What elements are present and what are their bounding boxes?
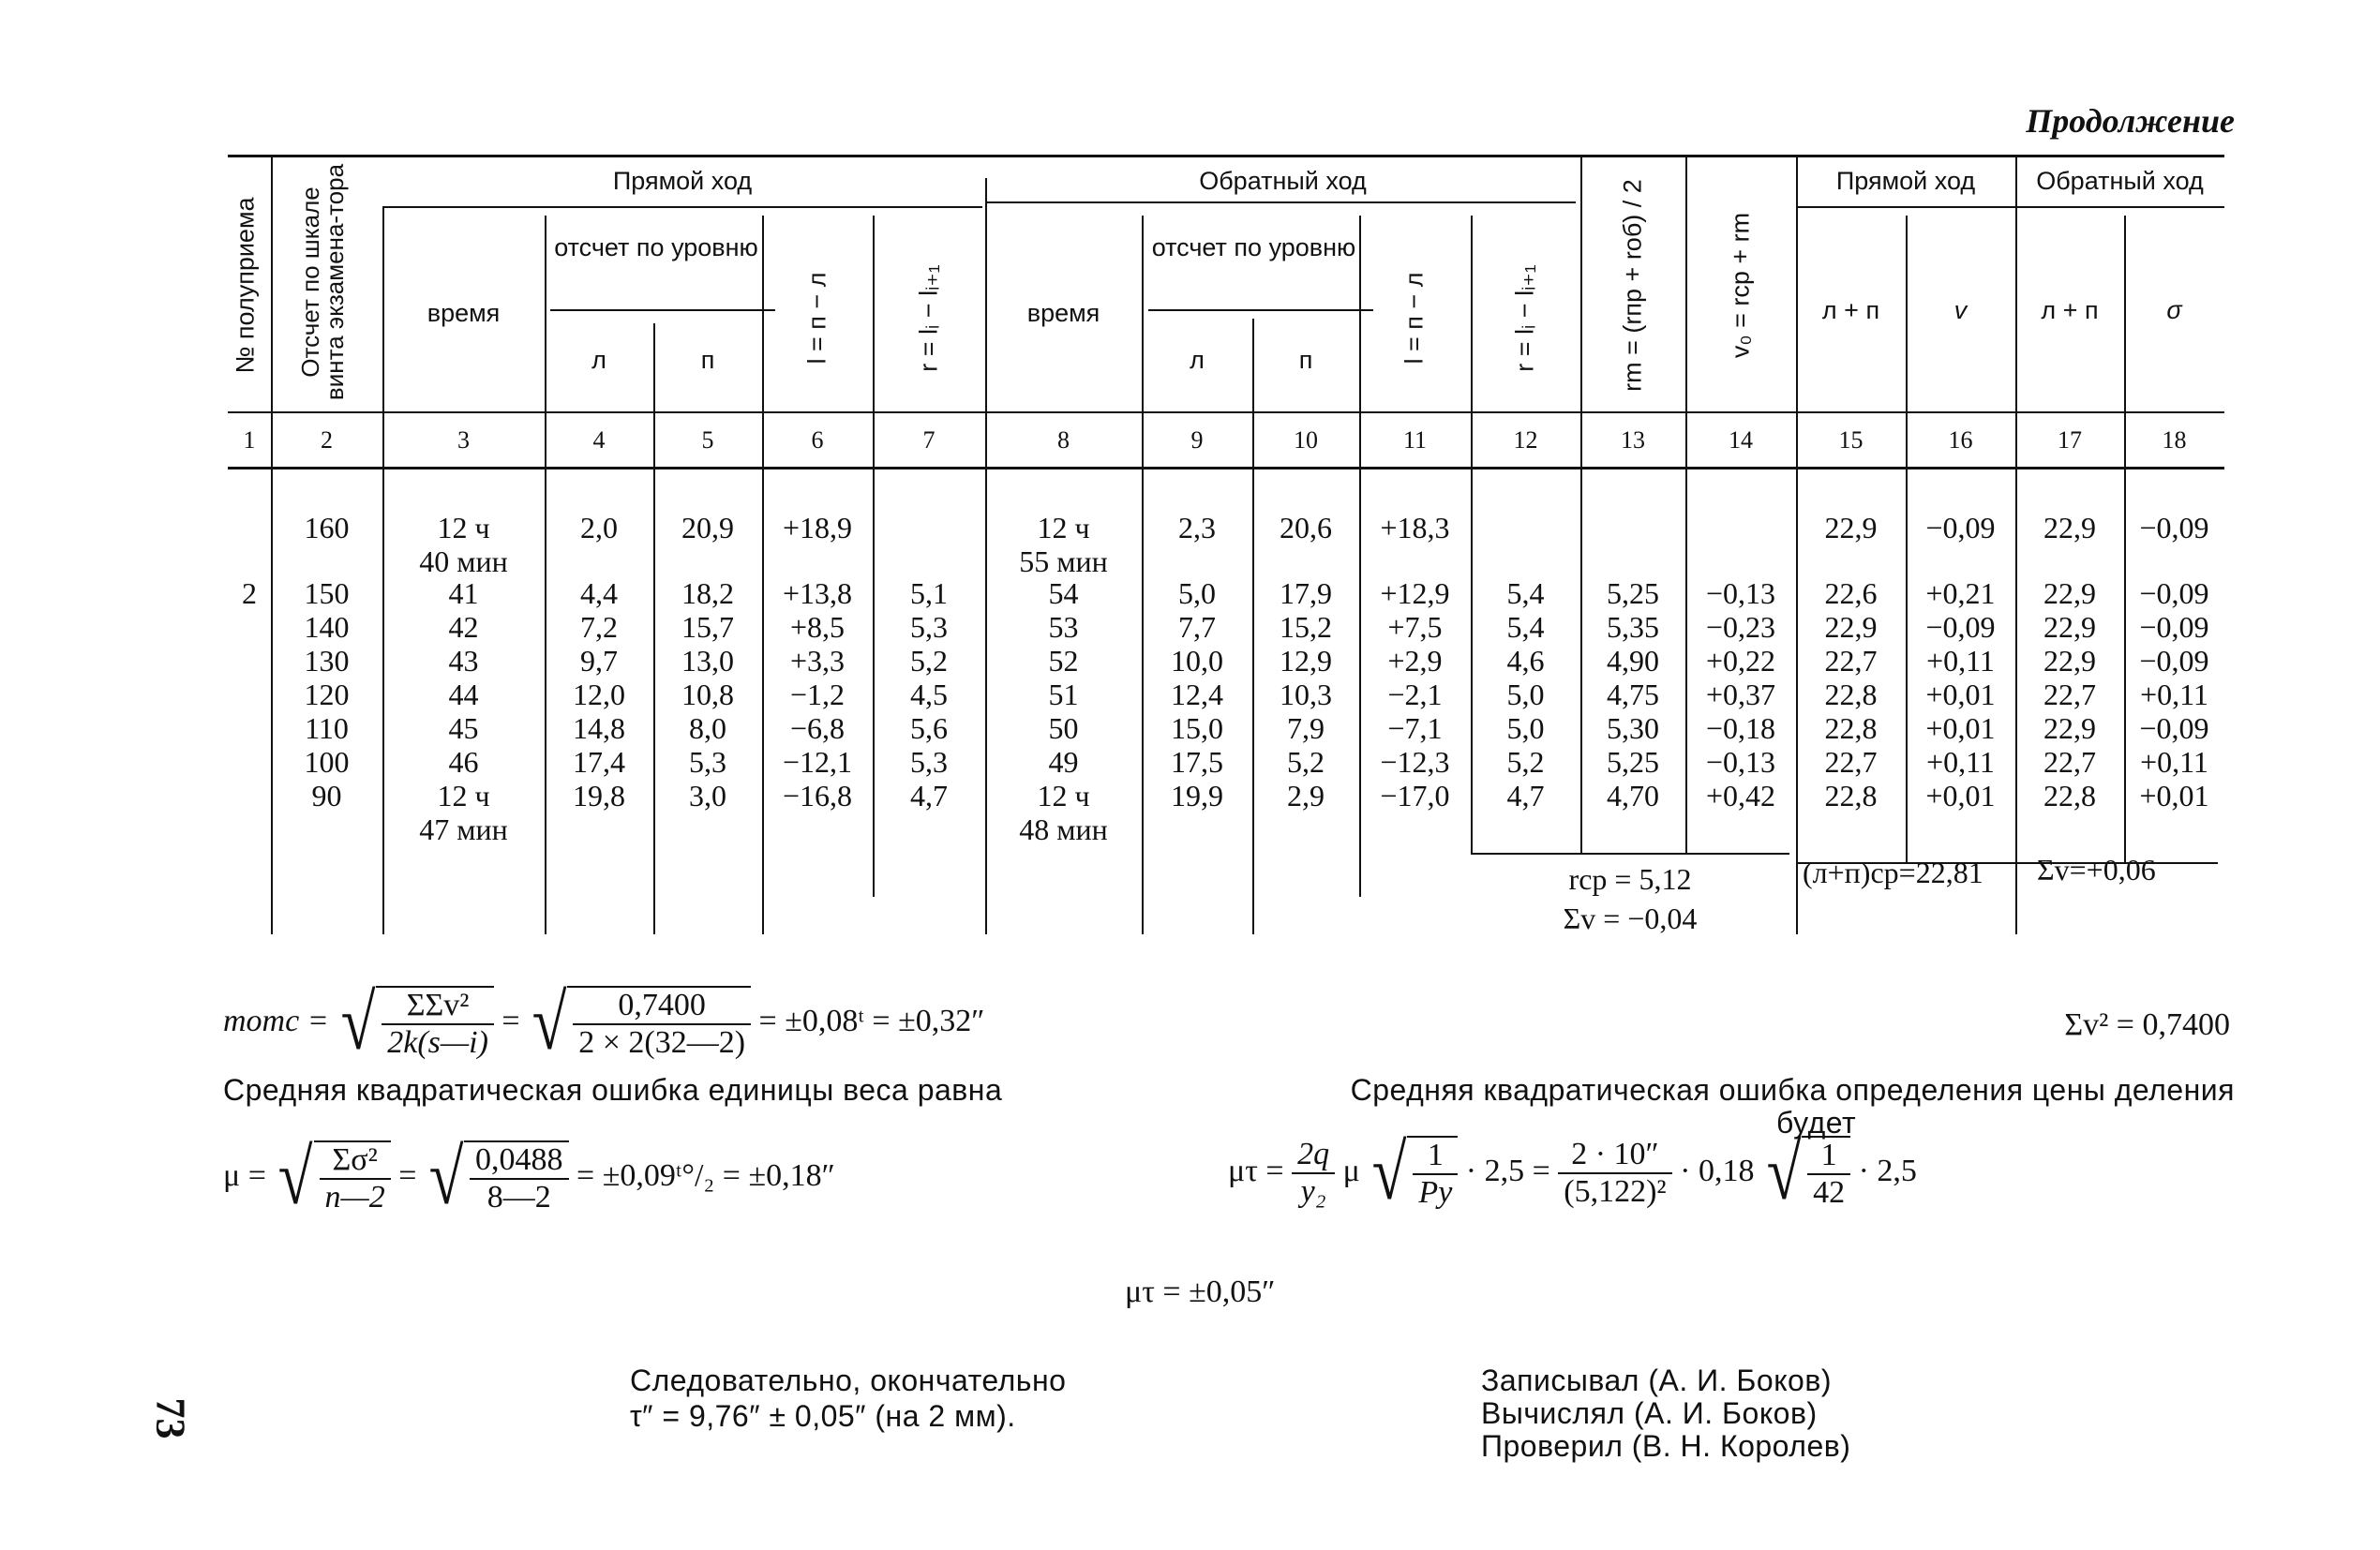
table-cell-rm: 4,90 (1607, 644, 1659, 678)
table-cell-d1: −12,1 (782, 745, 853, 779)
col-number: 6 (811, 426, 824, 454)
table-cell-s2: 22,7 (2043, 745, 2096, 779)
table-cell-l2: 2,3 (1178, 511, 1216, 544)
col-number: 17 (2058, 426, 2082, 454)
table-cell-l2: 15,0 (1171, 711, 1223, 745)
table-cell-s1: 22,9 (1824, 511, 1878, 544)
mu-num1: Σσ² (320, 1142, 391, 1180)
table-cell-v0: −0,23 (1705, 610, 1776, 644)
mu-num2: 0,0488 (470, 1142, 569, 1180)
col-number: 18 (2162, 426, 2187, 454)
sum-v: Σv = −0,04 (1563, 902, 1698, 935)
table-cell-l1: 19,8 (573, 779, 625, 812)
table-cell-d1: +18,9 (782, 511, 853, 544)
table-cell-l1: 4,4 (580, 576, 618, 610)
text-division-error: Средняя квадратическая ошибка определения цены деления (1350, 1073, 2235, 1107)
table-cell-t2: 51 (1048, 678, 1079, 711)
table-cell-d2: −12,3 (1380, 745, 1450, 779)
formula-mu: μ = √ $\frac{\text{Σσ²}}{n—2}$ = √ $\frac{0,0488}{8—2}$ = ±0,09ᵗ°/₂ = ±0,18″ (223, 1134, 835, 1221)
table-cell-rm: 5,25 (1607, 745, 1659, 779)
header-l-forward: л (591, 346, 606, 374)
table-cell-l2: 5,0 (1178, 576, 1216, 610)
header-forward-2: Прямой ход (1835, 167, 1976, 195)
col-number: 14 (1729, 426, 1753, 454)
table-cell-t1: 12 ч (437, 779, 490, 812)
table-cell-r2: 4,6 (1506, 644, 1545, 678)
m-den1: 2k(s—i) (387, 1025, 488, 1060)
table-cell-s2: 22,8 (2043, 779, 2096, 812)
header-l-formula-backward: l = п − л (1400, 272, 1429, 365)
mu-result: = ±0,09ᵗ°/₂ = ±0,18″ (576, 1157, 835, 1193)
m-result: = ±0,08ᵗ = ±0,32″ (758, 1003, 985, 1038)
header-p-backward: п (1298, 346, 1313, 374)
table-cell-l1: 17,4 (573, 745, 625, 779)
continuation-label: Продолжение (2026, 102, 2235, 140)
header-l-formula-forward: l = п − л (802, 272, 831, 365)
table-cell-v2: −0,09 (2139, 644, 2209, 678)
table-cell-r2: 5,0 (1506, 678, 1545, 711)
table-cell-d1: +3,3 (789, 644, 846, 678)
mt-lhs: μτ = (1228, 1153, 1284, 1188)
table-cell-v1: −0,09 (1925, 511, 1996, 544)
mu-lhs: μ = (223, 1157, 266, 1193)
sum-v2: Σv² = 0,7400 (2064, 1007, 2230, 1042)
mu-den1: n—2 (324, 1180, 385, 1215)
table-cell-l2: 7,7 (1178, 610, 1216, 644)
table-cell-d1: −1,2 (789, 678, 846, 711)
header-rm-formula: rm = (rпр + rоб) / 2 (1618, 179, 1647, 392)
header-r-formula-backward: r = lᵢ − lᵢ₊₁ (1510, 264, 1539, 372)
table-cell-d2: +12,9 (1380, 576, 1450, 610)
table-cell-p1: 18,2 (681, 576, 734, 610)
table-cell-v0: +0,42 (1705, 779, 1776, 812)
header-backward-2: Обратный ход (2036, 167, 2204, 195)
table-cell-r2: 5,2 (1506, 745, 1545, 779)
table-cell-p1: 3,0 (689, 779, 726, 812)
formula-mu-tau: μτ = $\frac{2q}{\text{y₂}}$ μ √ $\frac{1}{Py}$ · 2,5 = $\frac{2 \cdot 10''}{\text{(5,122)²}}$ · 0,18 √ $\frac{1}{42}$ · 2,5 (1228, 1129, 1917, 1216)
header-v-forward: v (1953, 296, 1968, 324)
col-number: 10 (1294, 426, 1318, 454)
table-cell-t2: 49 (1048, 745, 1079, 779)
table-cell-p1: 10,8 (681, 678, 734, 711)
mt-num1: 2q (1292, 1137, 1335, 1174)
mt-den1: y₂ (1300, 1174, 1326, 1209)
table-cell-s2: 22,9 (2043, 644, 2096, 678)
mt-num2: 1 (1413, 1138, 1458, 1175)
table-cell-c2: 160 (304, 511, 350, 544)
header-level-forward: отсчет по уровню (554, 233, 758, 261)
table-cell-r1: 4,5 (910, 678, 948, 711)
table-cell-v1: +0,11 (1926, 745, 1995, 779)
mu-den2: 8—2 (486, 1180, 551, 1215)
table-cell-s2: 22,9 (2043, 610, 2096, 644)
table-cell-p2: 7,9 (1287, 711, 1325, 745)
table-cell-v1: +0,01 (1925, 779, 1996, 812)
header-backward: Обратный ход (1199, 167, 1367, 195)
table-cell-s1: 22,8 (1824, 711, 1878, 745)
table-cell-p2: 5,2 (1287, 745, 1325, 779)
table-cell-v2: −0,09 (2139, 576, 2209, 610)
table-cell-s2: 22,9 (2043, 576, 2096, 610)
page-number: 73 (147, 1397, 194, 1439)
m-num1: ΣΣv² (382, 988, 494, 1025)
table-cell-rm: 4,70 (1607, 779, 1659, 812)
header-screw-reading: Отсчет по шкале винта экзамена-тора (296, 163, 349, 401)
mt-den4: 42 (1813, 1175, 1846, 1210)
row-label: 2 (242, 576, 257, 610)
table-cell-t2: 50 (1048, 711, 1079, 745)
mt-end: · 2,5 (1858, 1153, 1917, 1188)
m-lhs: mотс = (223, 1003, 329, 1038)
table-cell-s2: 22,7 (2043, 678, 2096, 711)
r-avg: rср = 5,12 (1568, 862, 1692, 896)
table-cell-s1: 22,7 (1824, 644, 1878, 678)
table-cell-v0: −0,13 (1705, 576, 1776, 610)
table-cell-r1: 4,7 (910, 779, 948, 812)
table-cell-l2: 19,9 (1171, 779, 1223, 812)
col-number: 12 (1513, 426, 1538, 454)
table-cell-rm: 5,30 (1607, 711, 1659, 745)
m-den2: 2 × 2(32—2) (578, 1025, 746, 1060)
header-lp-backward: л + п (2041, 296, 2099, 324)
header-halfseries: № полуприема (231, 197, 260, 374)
table-cell-rm: 5,35 (1607, 610, 1659, 644)
col-number: 7 (922, 426, 936, 454)
mt-den2: Py (1418, 1175, 1453, 1210)
table-cell-l1: 2,0 (580, 511, 618, 544)
mt-num4: 1 (1807, 1138, 1850, 1175)
table-cell-p1: 15,7 (681, 610, 734, 644)
table-cell-p2: 15,2 (1280, 610, 1332, 644)
table-cell-p1: 8,0 (689, 711, 726, 745)
checked-by: Проверил (В. Н. Королев) (1481, 1429, 1851, 1463)
col-number: 13 (1621, 426, 1645, 454)
col-number: 16 (1948, 426, 1973, 454)
table-cell-p2: 20,6 (1280, 511, 1332, 544)
mu-tau-final: μτ = ±0,05″ (1125, 1274, 1276, 1309)
table-cell-c2: 100 (304, 745, 350, 779)
sum-v-2: Σv=+0,06 (2037, 853, 2156, 887)
table-cell-t2b: 48 мин (1019, 812, 1108, 846)
conclusion-line-2: τ″ = 9,76″ ± 0,05″ (на 2 мм). (630, 1399, 1016, 1433)
table-cell-c2: 90 (311, 779, 342, 812)
table-cell-t2: 53 (1048, 610, 1079, 644)
table-cell-t2: 12 ч (1037, 511, 1090, 544)
header-v0-formula: v₀ = rср + rm (1726, 212, 1755, 359)
table-cell-s1: 22,7 (1824, 745, 1878, 779)
table-cell-r2: 5,4 (1506, 576, 1545, 610)
m-num2: 0,7400 (573, 988, 751, 1025)
table-cell-s2: 22,9 (2043, 711, 2096, 745)
table-cell-c2: 120 (304, 678, 350, 711)
table-cell-v0: +0,22 (1705, 644, 1776, 678)
table-cell-p2: 2,9 (1287, 779, 1325, 812)
col-number: 15 (1838, 426, 1864, 454)
header-r-formula-forward: r = lᵢ − lᵢ₊₁ (914, 264, 943, 372)
table-cell-t1b: 47 мин (419, 812, 508, 846)
mt-num3: 2 · 10″ (1558, 1137, 1671, 1174)
col-number: 5 (701, 426, 714, 454)
table-cell-v1: +0,01 (1925, 711, 1996, 745)
table-cell-v2: −0,09 (2139, 711, 2209, 745)
table-cell-c2: 150 (304, 576, 350, 610)
table-cell-v1: +0,11 (1926, 644, 1995, 678)
text-will-be: будет (1776, 1106, 1857, 1140)
header-lp-forward: л + п (1821, 296, 1880, 324)
lp-avg: (л+п)ср=22,81 (1803, 856, 1983, 889)
table-cell-rm: 5,25 (1607, 576, 1659, 610)
table-cell-v2: −0,09 (2139, 610, 2209, 644)
table-cell-s1: 22,6 (1824, 576, 1878, 610)
table-cell-t1: 46 (448, 745, 479, 779)
table-cell-r1: 5,1 (910, 576, 948, 610)
table-cell-d2: −7,1 (1387, 711, 1443, 745)
table-cell-v0: +0,37 (1705, 678, 1776, 711)
table-cell-t1: 12 ч (437, 511, 490, 544)
header-l-backward: л (1190, 346, 1205, 374)
table-cell-d2: −2,1 (1387, 678, 1443, 711)
table-cell-t1: 41 (448, 576, 479, 610)
formula-m: mотс = √ $\frac{\text{ΣΣv²}}{2k(s—i)}$ = √ $\frac{0,7400}{2 \times 2(32—2)}$ = ±0,08ᵗ = ±0,32″ (223, 979, 985, 1066)
header-forward: Прямой ход (612, 167, 753, 195)
table-cell-l1: 12,0 (573, 678, 625, 711)
table-cell-d2: +2,9 (1387, 644, 1443, 678)
table-cell-l1: 14,8 (573, 711, 625, 745)
table-cell-t2: 54 (1048, 576, 1079, 610)
col-number: 4 (592, 426, 606, 454)
mt-mu: μ (1342, 1153, 1360, 1188)
table-cell-r2: 4,7 (1506, 779, 1545, 812)
table-cell-v0: −0,18 (1705, 711, 1776, 745)
table-cell-l2: 12,4 (1171, 678, 1223, 711)
table-cell-d2: +7,5 (1387, 610, 1443, 644)
table-cell-t2: 52 (1048, 644, 1079, 678)
table-cell-v2: +0,11 (2140, 678, 2208, 711)
table-cell-p2: 10,3 (1280, 678, 1332, 711)
table-cell-d2: −17,0 (1380, 779, 1450, 812)
table-cell-v1: −0,09 (1925, 610, 1996, 644)
table-cell-r2: 5,4 (1506, 610, 1545, 644)
table-cell-v1: +0,01 (1925, 678, 1996, 711)
col-number: 11 (1402, 426, 1428, 454)
table-cell-p2: 17,9 (1280, 576, 1332, 610)
table-cell-v0: −0,13 (1705, 745, 1776, 779)
header-time-backward: время (1026, 299, 1100, 327)
mt-den3: (5,122)² (1564, 1174, 1667, 1209)
table-cell-c2: 130 (304, 644, 350, 678)
table-cell-s2: 22,9 (2043, 511, 2096, 544)
table-cell-s1: 22,9 (1824, 610, 1878, 644)
col-number: 2 (321, 426, 333, 454)
table-cell-t1: 44 (448, 678, 479, 711)
table-cell-s1: 22,8 (1824, 678, 1878, 711)
table-cell-t2: 12 ч (1037, 779, 1090, 812)
col-number: 1 (243, 426, 256, 454)
mt-mid: · 2,5 = (1465, 1153, 1550, 1188)
table-cell-p1: 20,9 (681, 511, 734, 544)
table-cell-d1: +13,8 (782, 576, 853, 610)
data-table (228, 155, 2224, 934)
table-cell-p1: 5,3 (689, 745, 726, 779)
table-cell-v1: +0,21 (1925, 576, 1996, 610)
col-number: 9 (1190, 426, 1204, 454)
table-cell-rm: 4,75 (1607, 678, 1659, 711)
table-cell-t2b: 55 мин (1019, 544, 1108, 578)
table-cell-s1: 22,8 (1824, 779, 1878, 812)
table-cell-c2: 110 (305, 711, 349, 745)
table-cell-l1: 9,7 (580, 644, 618, 678)
header-time-forward: время (427, 299, 501, 327)
table-cell-d1: +8,5 (789, 610, 846, 644)
table-cell-v2: +0,01 (2139, 779, 2209, 812)
table-cell-t1b: 40 мин (419, 544, 508, 578)
col-number: 8 (1057, 426, 1070, 454)
table-cell-l1: 7,2 (580, 610, 618, 644)
header-p-forward: п (700, 346, 715, 374)
table-cell-l2: 17,5 (1171, 745, 1223, 779)
table-cell-d1: −16,8 (782, 779, 853, 812)
header-level-backward: отсчет по уровню (1151, 233, 1356, 261)
table-cell-r1: 5,2 (910, 644, 948, 678)
table-cell-l2: 10,0 (1171, 644, 1223, 678)
recorded-by: Записывал (А. И. Боков) (1481, 1364, 1832, 1397)
table-cell-r1: 5,3 (910, 745, 948, 779)
table-cell-r1: 5,6 (910, 711, 948, 745)
table-cell-v2: −0,09 (2139, 511, 2209, 544)
table-cell-t1: 42 (448, 610, 479, 644)
table-cell-c2: 140 (304, 610, 350, 644)
mt-mid2: · 0,18 (1680, 1153, 1755, 1188)
table-cell-p1: 13,0 (681, 644, 734, 678)
table-cell-d2: +18,3 (1380, 511, 1450, 544)
table-cell-d1: −6,8 (789, 711, 846, 745)
conclusion-line-1: Следовательно, окончательно (630, 1364, 1067, 1397)
header-sigma-backward: σ (2166, 296, 2182, 324)
table-cell-v2: +0,11 (2140, 745, 2208, 779)
text-unit-error: Средняя квадратическая ошибка единицы веса равна (223, 1073, 1003, 1107)
table-cell-r2: 5,0 (1506, 711, 1545, 745)
calculated-by: Вычислял (А. И. Боков) (1481, 1396, 1818, 1430)
col-number: 3 (457, 426, 470, 454)
table-cell-t1: 45 (448, 711, 479, 745)
table-cell-r1: 5,3 (910, 610, 948, 644)
table-cell-p2: 12,9 (1280, 644, 1332, 678)
table-cell-t1: 43 (448, 644, 479, 678)
